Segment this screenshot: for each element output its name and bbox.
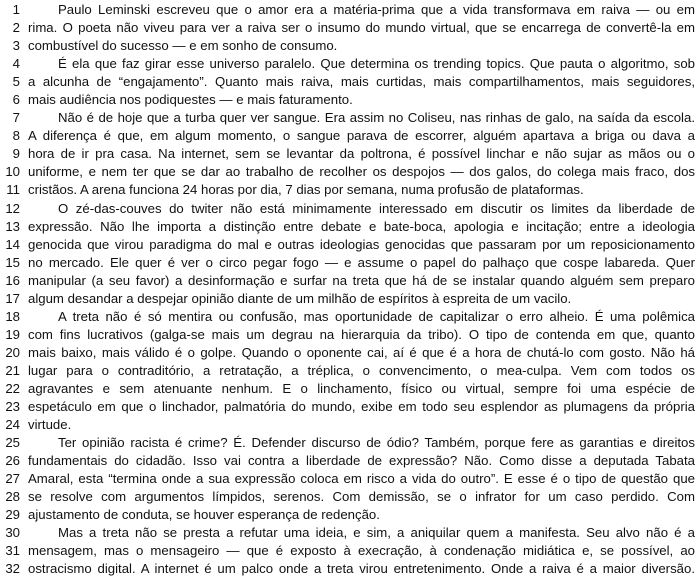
text-line [0, 560, 699, 578]
line-number: 20 [5, 344, 20, 360]
line-number: 13 [5, 218, 20, 234]
text-line [0, 181, 699, 199]
text-line [0, 452, 699, 470]
text-line [0, 218, 699, 236]
text-line [0, 488, 699, 506]
line-text: A diferença é que, em algum momento, o sangue parava de escorrer, alguém apartava a briga ou dava a [28, 128, 695, 144]
line-number: 10 [5, 164, 20, 180]
line-number: 15 [5, 254, 20, 270]
line-text: manipular (a seu favor) a desinformação e surfar na treta que há de se instalar quando alguém sem preparo [28, 272, 695, 288]
line-number: 4 [12, 56, 20, 72]
line-number: 5 [12, 74, 20, 90]
text-line [0, 73, 699, 91]
line-number: 12 [5, 200, 20, 216]
line-text: agravantes e sem atenuante nenhum. E o linchamento, físico ou virtual, sempre foi uma espécie de [28, 380, 695, 396]
line-text: Paulo Leminski escreveu que o amor era a matéria-prima que a vida transformava em raiva — ou em [58, 2, 695, 17]
line-number: 31 [5, 543, 20, 559]
line-text: cristãos. A arena funciona 24 horas por dia, 7 dias por semana, numa profusão de plataformas. [28, 182, 584, 198]
line-number: 11 [6, 182, 20, 198]
line-text: rima. O poeta não viveu para ver a raiva ser o insumo do mundo virtual, que se encarrega de convertê-la em [28, 20, 695, 36]
line-number: 3 [12, 38, 20, 54]
line-text: mensagem, mas o mensageiro — que é exposto à execração, à condenação midiática e, se possível, ao [28, 543, 695, 559]
line-text: expressão. Não lhe importa a distinção entre debate e bate-boca, apologia e incitação; entre a ideologia [28, 218, 695, 234]
line-number: 26 [5, 453, 20, 469]
text-line [0, 55, 699, 73]
line-text: mais audiência nos podiquestes — e mais faturamento. [28, 92, 353, 108]
text-line [0, 524, 699, 542]
line-text: a alcunha de “engajamento”. Quanto mais raiva, mais curtidas, mais compartilhamentos, mais seguidores, [28, 74, 695, 90]
line-text: uniforme, e nem ter que se dar ao trabalho de recolher os despojos — dos galos, do colega mais fraco, dos [28, 164, 695, 180]
line-text: genocida que virou paradigma do mal e outras ideologias genocidas que passaram por um reposicionamento [28, 236, 695, 252]
text-line [0, 91, 699, 109]
text-line [0, 200, 699, 218]
line-text: mais baixo, mais válido é o golpe. Quando o oponente cai, aí é que é a hora de chutá-lo com gosto. Não há [28, 344, 695, 360]
line-text: ajustamento de conduta, se houver esperança de redenção. [28, 507, 380, 523]
text-line [0, 308, 699, 326]
line-number: 6 [12, 92, 20, 108]
line-text: algum desandar a despejar opinião diante de um milhão de espíritos à espreita de um vacilo. [28, 290, 572, 306]
line-text: se resolve com argumentos límpidos, serenos. Com demissão, se o infrator for um caso perdido. Com [28, 489, 695, 505]
line-text: combustível do sucesso — e em sonho de consumo. [28, 38, 338, 54]
line-number: 21 [5, 362, 20, 378]
line-number: 16 [5, 272, 20, 288]
text-line [0, 290, 699, 308]
text-line [0, 380, 699, 398]
text-line [0, 470, 699, 488]
text-line [0, 37, 699, 55]
line-number: 27 [5, 471, 20, 487]
text-line [0, 344, 699, 362]
line-number: 1 [12, 2, 20, 17]
line-number: 32 [5, 561, 20, 577]
line-number: 8 [12, 128, 20, 144]
text-line [0, 19, 699, 37]
line-text: ostracismo digital. A internet é um palco onde a treta virou entretenimento. Onde a raiva é a maior diversão. [28, 561, 695, 577]
line-text: hora de ir pra casa. Na internet, sem se levantar da poltrona, é possível linchar e não sujar as mãos ou o [28, 146, 695, 162]
line-number: 17 [5, 290, 20, 306]
line-text: Não é de hoje que a turba quer ver sangue. Era assim no Coliseu, nas rinhas de galo, na saída da escola. [58, 110, 695, 126]
text-line [0, 254, 699, 272]
text-line [0, 398, 699, 416]
line-number: 22 [5, 380, 20, 396]
text-line [0, 272, 699, 290]
line-text: lugar para o contraditório, a retratação, a tréplica, o convencimento, o mea-culpa. Vem com todos os [28, 362, 695, 378]
text-line [0, 145, 699, 163]
line-number: 29 [5, 507, 20, 523]
line-number: 30 [5, 525, 20, 541]
line-number: 24 [5, 417, 20, 433]
line-text: O zé-das-couves do twiter não está minimamente interessado em discutir os limites da liberdade de [58, 200, 695, 216]
text-line [0, 326, 699, 344]
text-line [0, 127, 699, 145]
line-text: Mas a treta não se presta a refutar uma ideia, e sim, a aniquilar quem a manifesta. Seu alvo não é a [58, 525, 695, 541]
line-number: 18 [5, 308, 20, 324]
line-text: É ela que faz girar esse universo paralelo. Que determina os trending topics. Que pauta o algoritmo, sob [58, 56, 695, 72]
line-number: 25 [5, 435, 20, 451]
line-text: fundamentais do cidadão. Isso vai contra a liberdade de expressão? Não. Como disse a deputada Tabata [28, 453, 695, 469]
text-line [0, 434, 699, 452]
text-line [0, 163, 699, 181]
line-number: 19 [5, 326, 20, 342]
line-number: 14 [5, 236, 20, 252]
line-number: 9 [12, 146, 20, 162]
line-text: Ter opinião racista é crime? É. Defender discurso de ódio? Também, porque fere as garantias e direitos [58, 435, 695, 451]
line-number: 7 [12, 110, 20, 126]
line-number: 2 [12, 20, 20, 36]
line-text: com fins lucrativos (galga-se mais um degrau na hierarquia da tribo). O tipo de contenda em que, quanto [28, 326, 695, 342]
text-line [0, 416, 699, 434]
text-line [0, 236, 699, 254]
text-line [0, 1, 699, 19]
line-text: Amaral, esta “termina onde a sua expressão coloca em risco a vida do outro”. E esse é o tipo de questão que [28, 471, 695, 487]
text-line [0, 362, 699, 380]
line-number: 28 [5, 489, 20, 505]
line-text: virtude. [28, 417, 72, 433]
line-number: 23 [5, 399, 20, 415]
line-text: espetáculo em que o linchador, palmatória do mundo, exibe em todo seu esplendor as plumagens da própria [28, 399, 695, 415]
text-line [0, 542, 699, 560]
line-text: no mercado. Ele quer é ver o circo pegar fogo — e assume o papel do palhaço que cospe labareda. Quer [28, 254, 695, 270]
line-text: A treta não é só mentira ou confusão, mas oportunidade de capitalizar o erro alheio. É uma polêmica [58, 308, 695, 324]
text-line [0, 506, 699, 524]
text-line [0, 109, 699, 127]
